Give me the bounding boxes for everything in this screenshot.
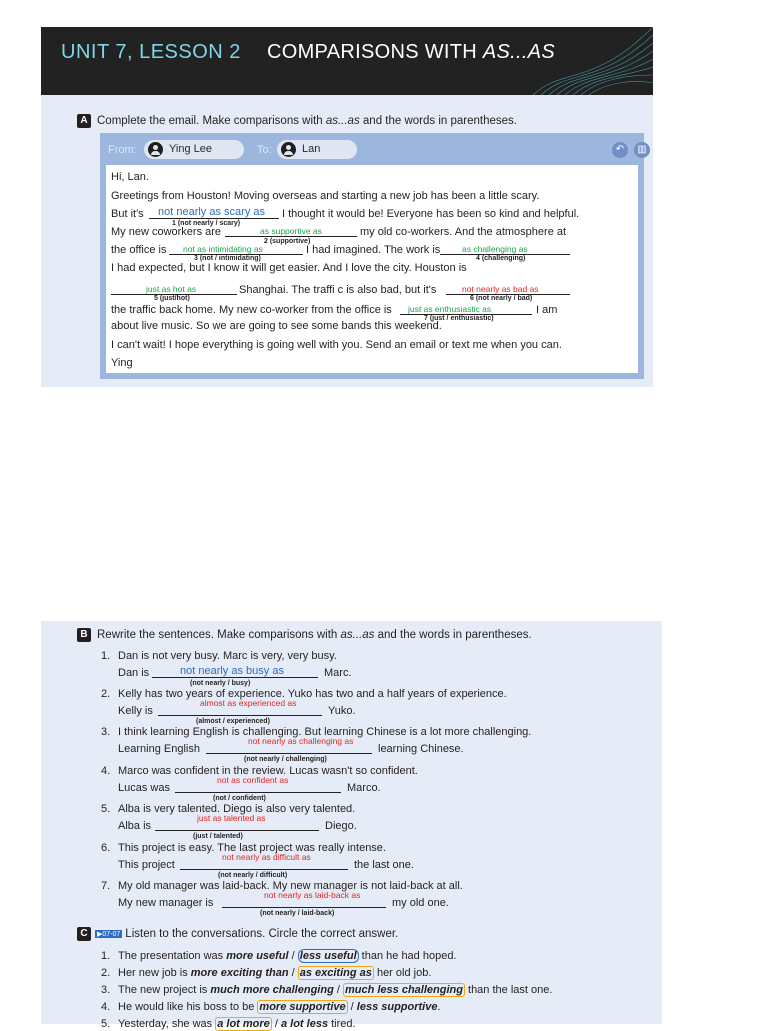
listen-item (101, 1001, 441, 1013)
answer-hint: (almost / experienced) (196, 718, 270, 725)
topic-title: COMPARISONS WITH AS...AS (267, 41, 555, 63)
unit-title: UNIT 7, LESSON 2 (61, 41, 241, 63)
listen-item (101, 950, 457, 962)
item-number: 4. (101, 765, 111, 777)
listen-item (101, 984, 552, 996)
answer-text: not nearly as busy as (180, 665, 284, 677)
answer-5: just as hot as (146, 284, 197, 294)
option-2[interactable]: much less challenging (344, 984, 463, 996)
email-body (106, 165, 638, 373)
item-text: The new project is (118, 984, 211, 996)
option-separator: / (347, 1001, 357, 1013)
item-text: her old job. (373, 967, 432, 979)
option-1[interactable]: a lot more (217, 1018, 270, 1030)
item-sentence: Alba is very talented. Diego is also very talented. (118, 803, 356, 815)
email-line: about live music. So we are going to see some bands this weekend. (111, 320, 442, 332)
item-number: 5. (101, 1018, 111, 1030)
listen-item (101, 1018, 356, 1030)
section-c-instruction: C ▶07-07 Listen to the conversations. Circle the correct answer. (77, 927, 398, 941)
option-2[interactable]: a lot less (280, 1018, 329, 1030)
option-separator: / (271, 1018, 281, 1030)
item-prompt: My new manager is (118, 897, 214, 909)
item-text: The presentation was (118, 950, 227, 962)
email-line: the office is (111, 244, 167, 256)
item-prompt: Lucas was (118, 782, 170, 794)
email-header-bar (100, 133, 647, 165)
item-text: Her new job is (118, 967, 191, 979)
item-text: . (437, 1001, 441, 1013)
answer-3: not as intimidating as (183, 244, 263, 254)
item-sentence: I think learning English is challenging. But learning Chinese is a lot more challenging. (118, 726, 532, 738)
avatar-icon (281, 142, 296, 157)
section-a-instruction: A Complete the email. Make comparisons with as...as and the words in parentheses. (77, 114, 517, 128)
hint-2: 2 (supportive) (264, 238, 311, 245)
item-sentence: Kelly has two years of experience. Yuko has two and a half years of experience. (118, 688, 507, 700)
hint-5: 5 (just/hot) (154, 295, 190, 302)
item-text: tired. (328, 1018, 356, 1030)
listen-item (101, 967, 431, 979)
answer-hint: (just / talented) (193, 833, 243, 840)
answer-1: not nearly as scary as (158, 206, 265, 218)
option-2[interactable]: less supportive (356, 1001, 438, 1013)
hint-1: 1 (not nearly / scary) (172, 220, 241, 227)
item-prompt: Learning English (118, 743, 200, 755)
item-prompt: This project (118, 859, 175, 871)
email-line: Greetings from Houston! Moving overseas and starting a new job has been a little scary. (111, 190, 540, 202)
answer-2: as supportive as (260, 226, 322, 236)
avatar-icon (148, 142, 163, 157)
item-number: 1. (101, 950, 111, 962)
answer-text: not nearly as laid-back as (264, 890, 361, 900)
email-line: I had imagined. The work is (306, 244, 441, 256)
option-1[interactable]: more supportive (259, 1001, 346, 1013)
answer-hint: (not nearly / laid-back) (260, 910, 335, 917)
audio-track-icon[interactable]: ▶07-07 (97, 931, 121, 938)
item-sentence: This project is easy. The last project was really intense. (118, 842, 386, 854)
item-number: 3. (101, 984, 111, 996)
email-line: the traffic back home. My new co-worker from the office is (111, 304, 392, 316)
item-completion: my old one. (392, 897, 449, 909)
item-sentence: My old manager was laid-back. My new manager is not laid-back at all. (118, 880, 463, 892)
item-prompt: Alba is (118, 820, 152, 832)
answer-6: not nearly as bad as (462, 284, 539, 294)
item-number: 5. (101, 803, 111, 815)
email-line: I can't wait! I hope everything is going well with you. Send an email or text me when you can. (111, 339, 562, 351)
answer-4: as challenging as (462, 244, 528, 254)
answer-hint: (not nearly / busy) (190, 680, 251, 687)
greeting: Hi, Lan. (111, 171, 149, 183)
answer-text: just as talented as (197, 813, 266, 823)
answer-text: not nearly as difficult as (222, 852, 311, 862)
option-separator: / (288, 967, 298, 979)
item-completion: Marc. (324, 667, 352, 679)
reply-icon[interactable]: ↶ (612, 142, 628, 158)
item-sentence: Dan is not very busy. Marc is very, very busy. (118, 650, 337, 662)
item-number: 6. (101, 842, 111, 854)
item-completion: Diego. (325, 820, 357, 832)
email-line: I had expected, but I know it will get easier. And I love the city. Houston is (111, 262, 467, 274)
email-line: But it's (111, 208, 144, 220)
option-1[interactable]: more exciting than (190, 967, 289, 979)
item-text: than the last one. (464, 984, 553, 996)
to-label: To: (257, 144, 272, 156)
answer-hint: (not nearly / challenging) (244, 756, 327, 763)
answer-text: almost as experienced as (200, 698, 297, 708)
section-b-letter: B (77, 628, 91, 642)
item-completion: learning Chinese. (378, 743, 464, 755)
email-window (100, 133, 647, 379)
lesson-header (41, 27, 653, 95)
email-line: my old co-workers. And the atmosphere at (360, 226, 567, 238)
item-number: 7. (101, 880, 111, 892)
option-1[interactable]: more useful (226, 950, 289, 962)
section-b (41, 621, 662, 1030)
wave-decoration-icon (523, 27, 653, 95)
option-1[interactable]: much more challenging (210, 984, 334, 996)
item-completion: the last one. (354, 859, 414, 871)
option-separator: / (333, 984, 343, 996)
section-a-letter: A (77, 114, 91, 128)
email-line: I thought it would be! Everyone has been so kind and helpful. (282, 208, 580, 220)
hint-3: 3 (not / intimidating) (194, 255, 261, 262)
answer-text: not nearly as challenging as (248, 736, 354, 746)
hint-6: 6 (not nearly / bad) (470, 295, 533, 302)
answer-hint: (not / confident) (213, 795, 266, 802)
item-completion: Yuko. (328, 705, 356, 717)
item-text: He would like his boss to be (118, 1001, 258, 1013)
answer-text: not as confident as (217, 775, 289, 785)
hint-7: 7 (just / enthusiastic) (424, 315, 494, 322)
item-number: 2. (101, 967, 111, 979)
section-b-instruction: B Rewrite the sentences. Make comparisons with as...as and the words in parentheses. (77, 628, 532, 642)
item-completion: Marco. (347, 782, 381, 794)
from-label: From: (108, 144, 137, 156)
to-field[interactable]: Lan (277, 140, 357, 159)
answer-7: just as enthusiastic as (408, 304, 492, 314)
option-2[interactable]: as exciting as (299, 967, 372, 979)
email-line: Shanghai. The traffi c is also bad, but it's (239, 284, 437, 296)
section-a (41, 95, 653, 387)
hint-4: 4 (challenging) (476, 255, 526, 262)
section-c-letter: C (77, 927, 91, 941)
item-text: than he had hoped. (358, 950, 457, 962)
item-sentence: Marco was confident in the review. Lucas wasn't so confident. (118, 765, 418, 777)
item-prompt: Dan is (118, 667, 150, 679)
email-line: My new coworkers are (111, 226, 222, 238)
item-number: 4. (101, 1001, 111, 1013)
answer-hint: (not nearly / difficult) (218, 872, 288, 879)
item-number: 1. (101, 650, 111, 662)
item-number: 3. (101, 726, 111, 738)
item-text: Yesterday, she was (118, 1018, 216, 1030)
from-field[interactable]: Ying Lee (144, 140, 244, 159)
option-separator: / (288, 950, 298, 962)
email-line: I am (536, 304, 558, 316)
signoff: Ying (111, 357, 133, 369)
option-2[interactable]: less useful (299, 950, 357, 962)
item-number: 2. (101, 688, 111, 700)
item-prompt: Kelly is (118, 705, 153, 717)
trash-icon[interactable]: ▥ (634, 142, 650, 158)
